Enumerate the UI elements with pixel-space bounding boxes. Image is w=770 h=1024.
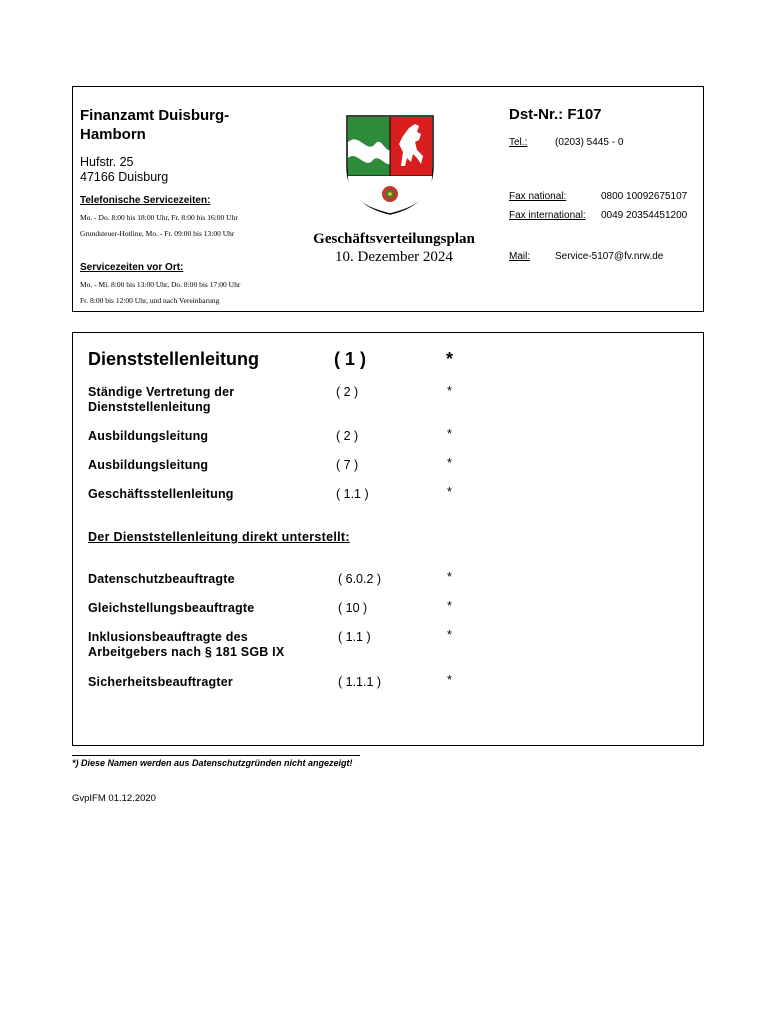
leadership-label: Dienststellenleitung [88, 349, 260, 369]
row-code: ( 1.1.1 ) [338, 675, 382, 689]
row-star: * [447, 427, 452, 441]
fax-international-value: 0049 20354451200 [601, 210, 688, 221]
row-star: * [447, 570, 452, 584]
row-star: * [447, 673, 452, 687]
hotline-hours: Grundsteuer-Hotline, Mo. - Fr. 09:00 bis 13:00 Uhr [80, 229, 235, 238]
row-code: ( 2 ) [336, 429, 359, 443]
row-star: * [447, 485, 452, 499]
tel-label: Tel.: [509, 137, 528, 148]
nrw-coat-of-arms-icon [345, 114, 435, 216]
onsite-hours-line2: Fr. 8:00 bis 12:00 Uhr, und nach Vereinbarung [80, 296, 220, 305]
form-id: GvpIFM 01.12.2020 [72, 793, 156, 804]
row-code: ( 6.0.2 ) [338, 572, 382, 586]
row-label: Gleichstellungsbeauftragte [88, 601, 255, 615]
mail-label: Mail: [509, 251, 531, 262]
row-code: ( 7 ) [336, 458, 359, 472]
office-address [80, 155, 168, 185]
row-code: ( 10 ) [338, 601, 368, 615]
fax-national-value: 0800 10092675107 [601, 191, 688, 202]
row-label: Inklusionsbeauftragte des Arbeitgebers nach § 181 SGB IX [88, 630, 285, 659]
row-label: Datenschutzbeauftragte [88, 572, 235, 586]
row-star: * [447, 384, 452, 398]
row-code: ( 2 ) [336, 385, 359, 399]
footnote: *) Diese Namen werden aus Datenschutzgründen nicht angezeigt! [72, 758, 353, 768]
onsite-service-heading: Servicezeiten vor Ort: [80, 262, 184, 273]
office-name: Finanzamt Duisburg-Hamborn [80, 107, 230, 143]
plan-date: 10. Dezember 2024 [335, 249, 453, 265]
dst-number: Dst-Nr.: F107 [509, 106, 602, 123]
row-star: * [447, 599, 452, 613]
leadership-code: ( 1 ) [334, 349, 367, 369]
subordinate-heading: Der Dienststellenleitung direkt unterstellt: [88, 530, 350, 544]
fax-national-label: Fax national: [509, 191, 567, 202]
fax-international-label: Fax international: [509, 210, 586, 221]
row-star: * [447, 456, 452, 470]
mail-value[interactable]: Service-5107@fv.nrw.de [555, 251, 664, 262]
row-star: * [447, 628, 452, 642]
office-street: Hufstr. 25 [80, 155, 134, 169]
row-label: Sicherheitsbeauftragter [88, 675, 233, 689]
row-label: Geschäftsstellenleitung [88, 487, 234, 501]
phone-service-hours: Mo. - Do. 8:00 bis 18:00 Uhr, Fr. 8:00 bis 16:00 Uhr [80, 213, 238, 222]
office-city: 47166 Duisburg [80, 170, 169, 184]
row-code: ( 1.1 ) [336, 487, 369, 501]
onsite-hours-line1: Mo. - Mi. 8:00 bis 13:00 Uhr, Do. 8:00 bis 17:00 Uhr [80, 280, 241, 289]
phone-service-heading: Telefonische Servicezeiten: [80, 195, 211, 206]
row-label: Ausbildungsleitung [88, 458, 209, 472]
row-label: Ständige Vertretung der Dienststellenleitung [88, 385, 235, 414]
footnote-divider [72, 755, 360, 756]
row-label: Ausbildungsleitung [88, 429, 209, 443]
plan-title: Geschäftsverteilungsplan [313, 231, 475, 247]
row-code: ( 1.1 ) [338, 630, 371, 644]
tel-value: (0203) 5445 - 0 [555, 137, 624, 148]
leadership-star: * [446, 349, 454, 369]
